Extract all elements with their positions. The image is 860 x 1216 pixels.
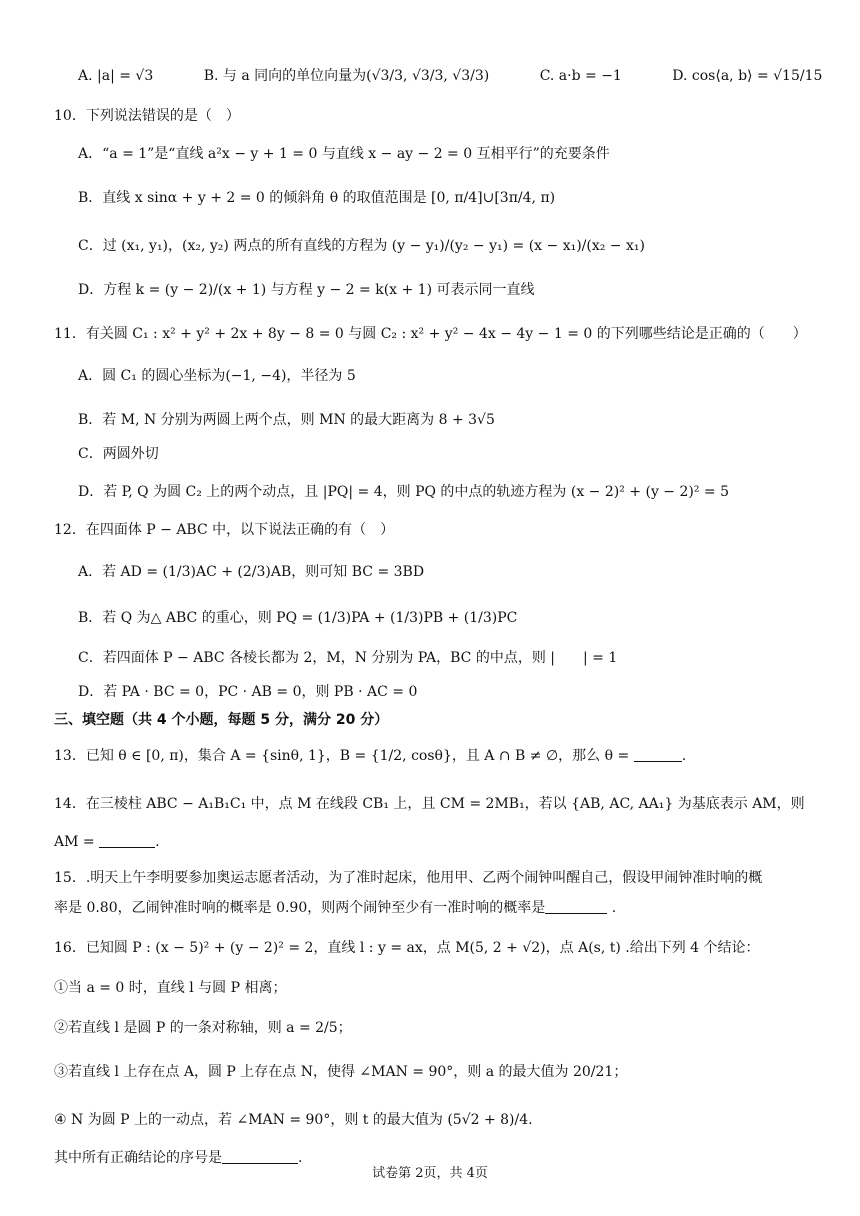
section-title: 三、填空题（共 4 个小题，每题 5 分，满分 20 分） <box>54 712 389 728</box>
q14-line2 <box>54 832 160 852</box>
page-footer: 试卷第 2页，共 4页 <box>372 1166 488 1181</box>
q10-option-b: B．直线 x sinα + y + 2 = 0 的倾斜角 θ 的取值范围是 [0, π/4]∪[3π/4, π) <box>78 190 556 206</box>
q10-option-c: C．过 (x₁, y₁)，(x₂, y₂) 两点的所有直线的方程为 (y − y₁)/(y₂ − y₁) = (x − x₁)/(x₂ − x₁) <box>78 238 645 254</box>
q9-option-d: D. cos⟨a, b⟩ = √15/15 <box>672 68 823 84</box>
q15-answer-blank <box>545 899 607 914</box>
q16-conclusion-1: ①当 a = 0 时，直线 l 与圆 P 相离； <box>54 980 287 996</box>
q10-stem: 10．下列说法错误的是（ ） <box>54 108 240 124</box>
q16-ask-text: 其中所有正确结论的序号是 <box>54 1150 222 1166</box>
q12-option-c <box>78 648 617 668</box>
q12-stem: 12．在四面体 P − ABC 中，以下说法正确的有（ ） <box>54 522 395 538</box>
q15-line1: 15．.明天上午李明要参加奥运志愿者活动，为了准时起床，他用甲、乙两个闹钟叫醒自己，假设甲闹钟准时响的概 <box>54 870 763 886</box>
q16-end: . <box>298 1150 303 1166</box>
q14-answer-blank <box>99 833 155 848</box>
q16-conclusion-4: ④ N 为圆 P 上的一动点，若 ∠MAN = 90°，则 t 的最大值为 (5√2 + 8)/4. <box>54 1112 533 1128</box>
q9-options-row <box>78 66 822 86</box>
q15-text: 率是 0.80，乙闹钟准时响的概率是 0.90，则两个闹钟至少有一准时响的概率是 <box>54 900 546 916</box>
q16-conclusion-2: ②若直线 l 是圆 P 的一条对称轴，则 a = 2/5； <box>54 1020 352 1036</box>
q15-line2 <box>54 898 616 918</box>
q10-option-a: A．“a = 1”是“直线 a²x − y + 1 = 0 与直线 x − ay − 2 = 0 互相平行”的充要条件 <box>78 146 610 162</box>
q11-option-b: B．若 M, N 分别为两圆上两个点，则 MN 的最大距离为 8 + 3√5 <box>78 412 495 428</box>
q12-option-d: D．若 PA · BC = 0，PC · AB = 0，则 PB · AC = 0 <box>78 684 418 700</box>
q9-option-b: B. 与 a 同向的单位向量为(√3/3, √3/3, √3/3) <box>203 68 490 84</box>
q13 <box>54 746 686 766</box>
q12-option-a: A．若 AD = (1/3)AC + (2/3)AB，则可知 BC = 3BD <box>78 564 425 580</box>
q12-option-b: B．若 Q 为△ ABC 的重心，则 PQ = (1/3)PA + (1/3)PB + (1/3)PC <box>78 610 518 626</box>
q16-answer-blank <box>222 1149 298 1164</box>
q13-answer-blank <box>634 747 682 762</box>
q10-option-d: D．方程 k = (y − 2)/(x + 1) 与方程 y − 2 = k(x + 1) 可表示同一直线 <box>78 282 535 298</box>
q14-am-label: AM = <box>54 834 100 850</box>
q11-option-c: C．两圆外切 <box>78 446 159 462</box>
q13-end: . <box>681 748 687 764</box>
q16-stem: 16．已知圆 P : (x − 5)² + (y − 2)² = 2，直线 l : y = ax，点 M(5, 2 + √2)，点 A(s, t) .给出下列 4 个结论： <box>54 940 760 956</box>
q11-option-d: D．若 P, Q 为圆 C₂ 上的两个动点，且 |PQ| = 4，则 PQ 的中点的轨迹方程为 (x − 2)² + (y − 2)² = 5 <box>78 484 729 500</box>
q15-end: . <box>607 900 617 916</box>
q9-option-c: C. a·b = −1 <box>539 68 622 84</box>
q11-stem: 11．有关圆 C₁ : x² + y² + 2x + 8y − 8 = 0 与圆 C₂ : x² + y² − 4x − 4y − 1 = 0 的下列哪些结论是正确的（ ） <box>54 326 807 342</box>
q12-option-c-text: C．若四面体 P − ABC 各棱长都为 2，M，N 分别为 PA，BC 的中点，则 | <box>78 650 555 666</box>
q16-conclusion-3: ③若直线 l 上存在点 A，圆 P 上存在点 N，使得 ∠MAN = 90°，则 a 的最大值为 20/21； <box>54 1064 628 1080</box>
q14-end: . <box>155 834 160 850</box>
q12-option-c-end: | = 1 <box>583 650 618 666</box>
q11-option-a: A．圆 C₁ 的圆心坐标为(−1, −4)，半径为 5 <box>78 368 356 384</box>
q13-text: 13．已知 θ ∈ [0, π)，集合 A = {sinθ, 1}，B = {1/2, cosθ}，且 A ∩ B ≠ ∅，那么 θ = <box>54 748 634 764</box>
q14-line1: 14．在三棱柱 ABC − A₁B₁C₁ 中，点 M 在线段 CB₁ 上，且 CM = 2MB₁，若以 {AB, AC, AA₁} 为基底表示 AM，则 <box>54 796 805 812</box>
q9-option-a: A. |a| = √3 <box>78 68 154 84</box>
